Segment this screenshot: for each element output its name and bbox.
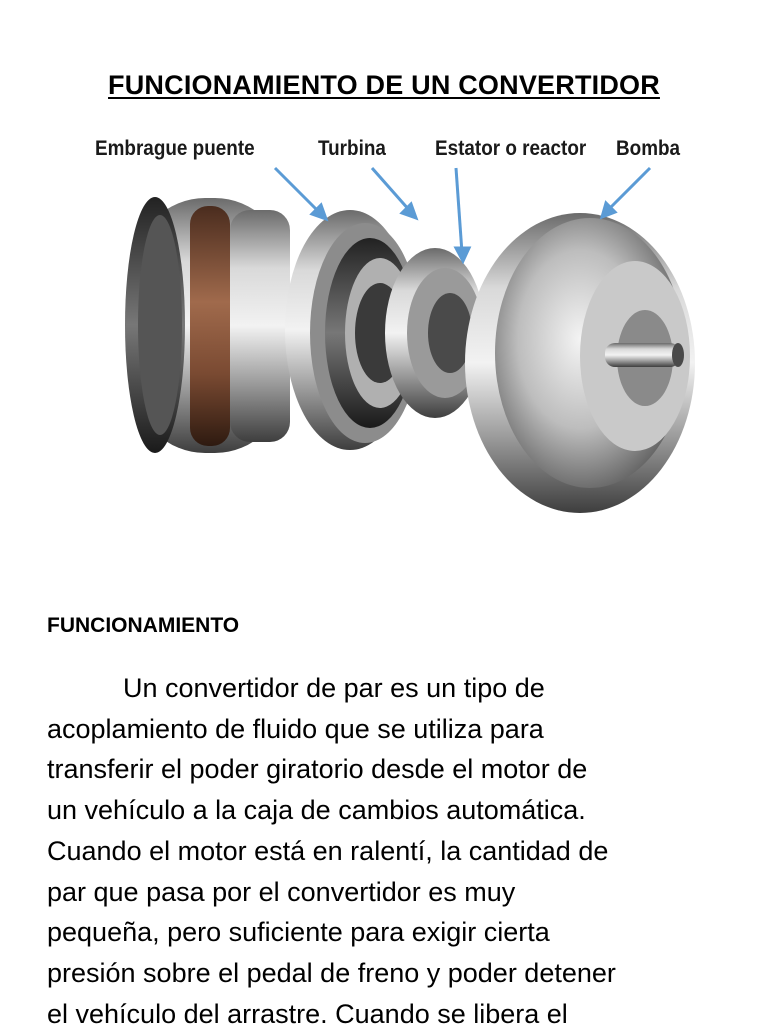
body-line: acoplamiento de fluido que se utiliza para (47, 713, 544, 744)
body-line: par que pasa por el convertidor es muy (47, 876, 516, 907)
body-line: presión sobre el pedal de freno y poder detener (47, 957, 616, 988)
torque-converter-figure (80, 128, 700, 518)
label-lockup-clutch: Embrague puente (95, 137, 255, 160)
label-pump: Bomba (616, 137, 681, 160)
label-turbine: Turbina (318, 137, 386, 160)
body-paragraph (47, 668, 727, 1034)
body-line: Un convertidor de par es un tipo de (123, 673, 545, 703)
lockup-clutch-part (125, 197, 290, 453)
body-line: un vehículo a la caja de cambios automática. (47, 795, 586, 826)
body-line: el vehículo del arrastre. Cuando se libera el (47, 998, 568, 1029)
section-heading: FUNCIONAMIENTO (47, 614, 240, 637)
torque-converter-illustration (80, 128, 700, 518)
body-line: Cuando el motor está en ralentí, la cantidad de (47, 835, 609, 866)
label-stator: Estator o reactor (435, 137, 587, 160)
body-line: transferir el poder giratorio desde el motor de (47, 754, 588, 785)
page-title: FUNCIONAMIENTO DE UN CONVERTIDOR (108, 70, 660, 100)
body-line: pequeña, pero suficiente para exigir cierta (47, 917, 550, 948)
pump-part (465, 213, 695, 513)
